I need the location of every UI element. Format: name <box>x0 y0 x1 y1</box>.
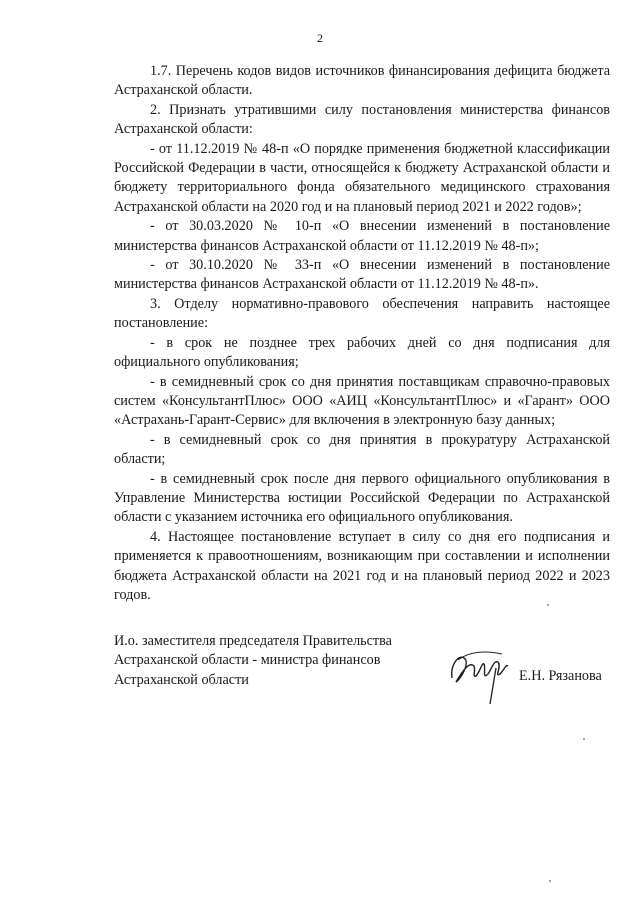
document-body <box>114 62 610 605</box>
paragraph-2: 2. Признать утратившими силу постановления министерства финансов Астраханской области: <box>114 101 610 138</box>
list-item: - в семидневный срок после дня первого официального опубликования в Управление Министерства юстиции Российской Федерации по Астраханской области с указанием источника его официального опубликования. <box>114 470 610 526</box>
paragraph-1-7: 1.7. Перечень кодов видов источников финансирования дефицита бюджета Астраханской области. <box>114 63 610 99</box>
signature-block <box>114 632 610 712</box>
signer-title-line: Астраханской области - министра финансов <box>114 652 381 669</box>
page-number: 2 <box>317 31 323 45</box>
handwritten-signature <box>444 638 516 708</box>
list-item: - от 30.03.2020 № 10-п «О внесении изменений в постановление министерства финансов Астраханской области от 11.12.2019 № 48-п»; <box>114 218 610 254</box>
scan-speck <box>583 738 585 740</box>
scan-speck <box>549 880 551 882</box>
signer-name: Е.Н. Рязанова <box>519 668 602 684</box>
signer-title-line: Астраханской области <box>114 671 249 688</box>
list-item: - от 11.12.2019 № 48-п «О порядке применения бюджетной классификации Российской Федерации в части, относящейся к бюджету Астраханской области и бюджету территориального фонда обязательного медицинского страхования Астраханской области на 2020 год и на плановый период 2021 и 2022 годов»; <box>114 140 610 215</box>
paragraph-4: 4. Настоящее постановление вступает в силу со дня его подписания и применяется к правоотношениям, возникающим при составлении и исполнении бюджета Астраханской области на 2021 год и на плановый период 2022 и 2023 годов. <box>114 528 610 603</box>
signer-title-line: И.о. заместителя председателя Правительства <box>114 633 392 649</box>
scan-speck <box>547 604 549 606</box>
list-item: - в срок не позднее трех рабочих дней со дня подписания для официального опубликования; <box>114 334 610 371</box>
paragraph-3: 3. Отделу нормативно-правового обеспечения направить настоящее постановление: <box>114 295 610 332</box>
list-item: - от 30.10.2020 № 33-п «О внесении изменений в постановление министерства финансов Астраханской области от 11.12.2019 № 48-п». <box>114 257 610 293</box>
list-item: - в семидневный срок со дня принятия поставщикам справочно-правовых систем «КонсультантПлюс» ООО «АИЦ «КонсультантПлюс» и «Гарант» ООО «Астрахань-Гарант-Сервис» для включения в электронную базу данных; <box>114 373 610 429</box>
list-item: - в семидневный срок со дня принятия в прокуратуру Астраханской области; <box>114 431 610 468</box>
